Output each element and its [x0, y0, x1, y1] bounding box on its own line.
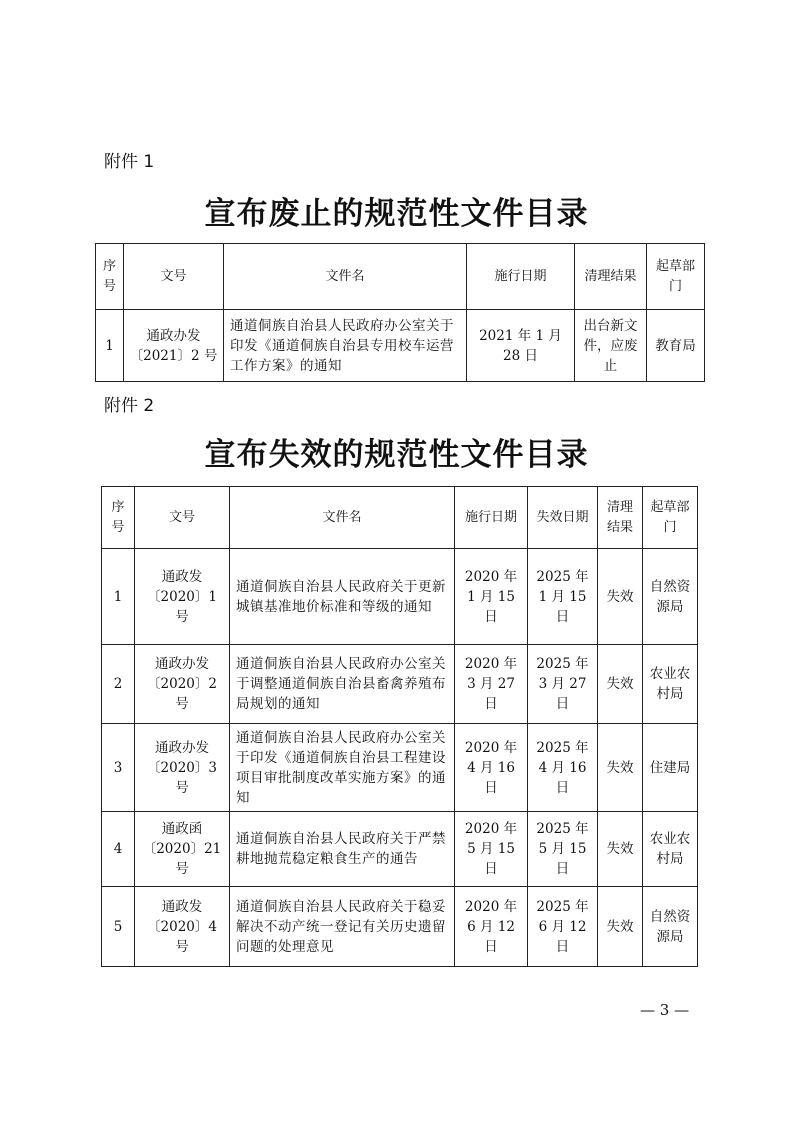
header-seq: 序号	[102, 487, 135, 549]
attachment-2-title: 宣布失效的规范性文件目录	[204, 437, 589, 473]
header-result: 清理结果	[575, 244, 647, 310]
cell-doc-name: 通道侗族自治县人民政府办公室关于印发《通道侗族自治县工程建设项目审批制度改革实施方案》的通知	[230, 724, 455, 812]
cell-dept: 农业农村局	[643, 812, 698, 887]
cell-seq: 4	[102, 812, 135, 887]
cell-seq: 2	[102, 645, 135, 724]
cell-doc-no: 通政办发〔2020〕3 号	[135, 724, 230, 812]
header-dept: 起草部门	[643, 487, 698, 549]
cell-effective-date: 2020 年 4 月 16 日	[455, 724, 528, 812]
cell-effective-date: 2020 年 6 月 12 日	[455, 887, 528, 967]
page-number: — 3 —	[640, 1001, 690, 1019]
cell-seq: 5	[102, 887, 135, 967]
cell-seq: 3	[102, 724, 135, 812]
expired-documents-table	[101, 486, 698, 967]
header-doc-name: 文件名	[230, 487, 455, 549]
cell-expiry-date: 2025 年 3 月 27 日	[528, 645, 598, 724]
cell-dept: 住建局	[643, 724, 698, 812]
cell-dept: 教育局	[647, 310, 705, 382]
cell-doc-no: 通政发〔2020〕1 号	[135, 549, 230, 645]
cell-expiry-date: 2025 年 4 月 16 日	[528, 724, 598, 812]
cell-expiry-date: 2025 年 1 月 15 日	[528, 549, 598, 645]
table-row	[102, 549, 698, 645]
cell-expiry-date: 2025 年 5 月 15 日	[528, 812, 598, 887]
cell-dept: 自然资源局	[643, 887, 698, 967]
cell-doc-name: 通道侗族自治县人民政府办公室关于印发《通道侗族自治县专用校车运营工作方案》的通知	[224, 310, 467, 382]
table-row	[102, 724, 698, 812]
table-header-row	[102, 487, 698, 549]
cell-result: 出台新文件，应废止	[575, 310, 647, 382]
cell-doc-name: 通道侗族自治县人民政府关于严禁耕地抛荒稳定粮食生产的通告	[230, 812, 455, 887]
cell-effective-date: 2020 年 3 月 27 日	[455, 645, 528, 724]
header-dept: 起草部门	[647, 244, 705, 310]
abolished-documents-table	[95, 243, 705, 382]
cell-effective-date: 2020 年 1 月 15 日	[455, 549, 528, 645]
cell-doc-name: 通道侗族自治县人民政府关于稳妥解决不动产统一登记有关历史遗留问题的处理意见	[230, 887, 455, 967]
header-result: 清理结果	[598, 487, 643, 549]
header-doc-name: 文件名	[224, 244, 467, 310]
table-header-row	[96, 244, 705, 310]
header-expiry-date: 失效日期	[528, 487, 598, 549]
table-row	[102, 887, 698, 967]
cell-effective-date: 2020 年 5 月 15 日	[455, 812, 528, 887]
cell-result: 失效	[598, 812, 643, 887]
cell-result: 失效	[598, 645, 643, 724]
cell-doc-no: 通政发〔2020〕4 号	[135, 887, 230, 967]
table-row	[102, 812, 698, 887]
header-effective-date: 施行日期	[467, 244, 575, 310]
cell-seq: 1	[102, 549, 135, 645]
header-effective-date: 施行日期	[455, 487, 528, 549]
cell-effective-date: 2021 年 1 月 28 日	[467, 310, 575, 382]
cell-result: 失效	[598, 549, 643, 645]
cell-doc-no: 通政办发〔2020〕2 号	[135, 645, 230, 724]
header-seq: 序号	[96, 244, 124, 310]
cell-seq: 1	[96, 310, 124, 382]
header-doc-no: 文号	[135, 487, 230, 549]
attachment-1-label: 附件 1	[104, 152, 155, 172]
cell-result: 失效	[598, 887, 643, 967]
header-doc-no: 文号	[124, 244, 224, 310]
cell-expiry-date: 2025 年 6 月 12 日	[528, 887, 598, 967]
cell-dept: 农业农村局	[643, 645, 698, 724]
table-row	[102, 645, 698, 724]
cell-result: 失效	[598, 724, 643, 812]
cell-doc-no: 通政办发〔2021〕2 号	[124, 310, 224, 382]
table-row	[96, 310, 705, 382]
cell-doc-no: 通政函〔2020〕21 号	[135, 812, 230, 887]
attachment-2-label: 附件 2	[104, 396, 155, 416]
cell-dept: 自然资源局	[643, 549, 698, 645]
attachment-1-title: 宣布废止的规范性文件目录	[204, 196, 589, 232]
cell-doc-name: 通道侗族自治县人民政府办公室关于调整通道侗族自治县畜禽养殖布局规划的通知	[230, 645, 455, 724]
cell-doc-name: 通道侗族自治县人民政府关于更新城镇基准地价标准和等级的通知	[230, 549, 455, 645]
